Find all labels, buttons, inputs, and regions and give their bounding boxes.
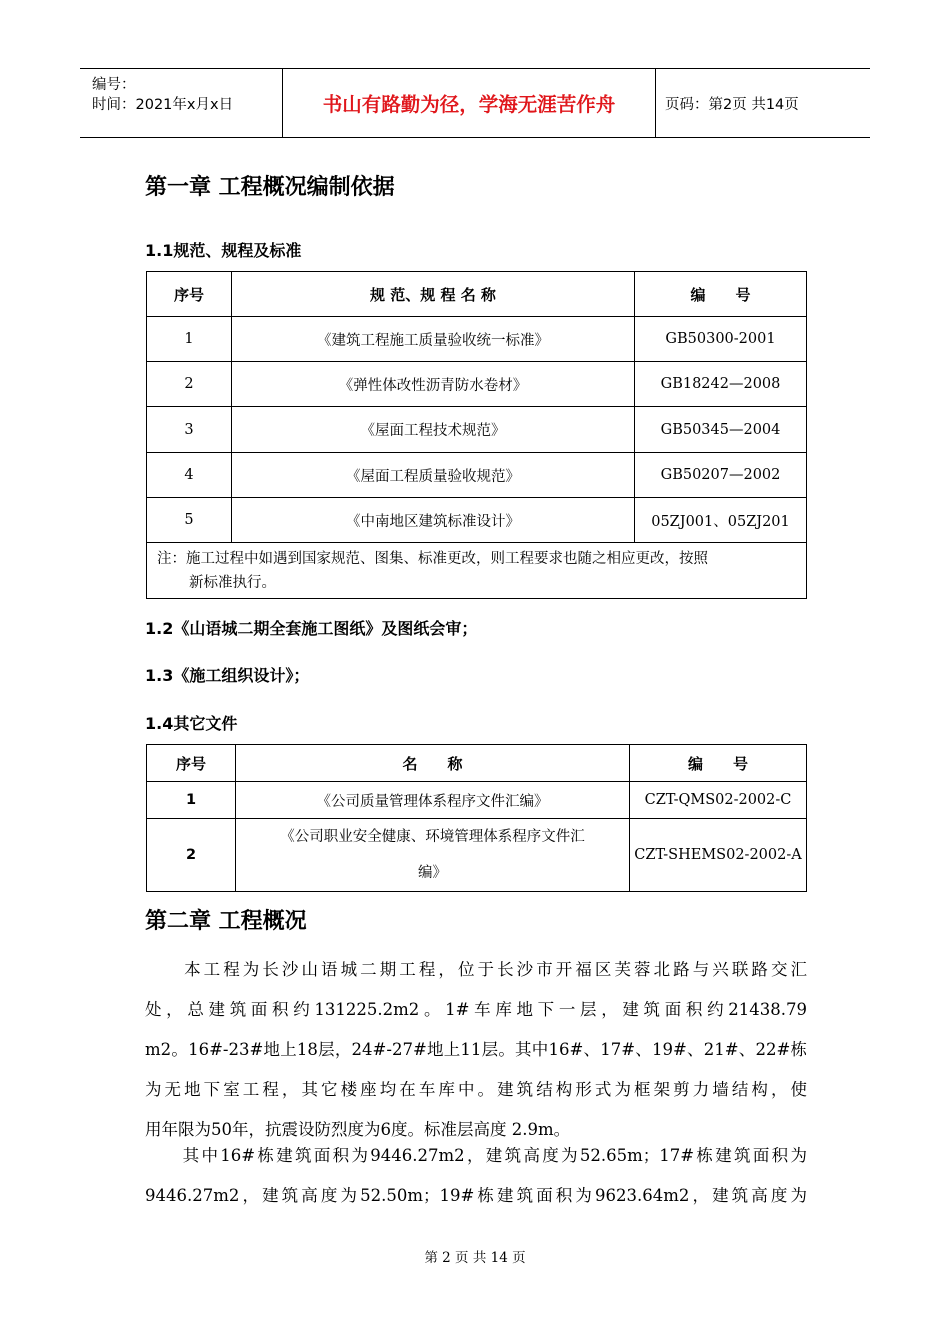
table-header-row bbox=[147, 272, 807, 317]
cell-code: GB18242—2008 bbox=[635, 362, 807, 407]
table-row bbox=[147, 498, 807, 543]
cell-name: 《中南地区建筑标准设计》 bbox=[232, 498, 635, 543]
paragraph-line: 处，总建筑面积约131225.2m2。1#车库地下一层，建筑面积约21438.79 bbox=[145, 1000, 807, 1019]
page-header bbox=[80, 68, 870, 138]
cell-name: 《公司质量管理体系程序文件汇编》 bbox=[236, 782, 630, 819]
header-meta bbox=[80, 69, 282, 137]
section-1-1-title: 1.1规范、规程及标准 bbox=[145, 241, 302, 260]
cell-index: 3 bbox=[147, 407, 232, 453]
col-header-code: 编 号 bbox=[635, 272, 807, 317]
cell-name bbox=[236, 819, 630, 892]
section-1-2-title: 1.2《山语城二期全套施工图纸》及图纸会审； bbox=[145, 619, 478, 638]
table-row bbox=[147, 453, 807, 498]
cell-code: GB50345—2004 bbox=[635, 407, 807, 453]
overview-paragraph-1 bbox=[145, 950, 807, 1150]
cell-code: 05ZJ001、05ZJ201 bbox=[635, 498, 807, 543]
section-1-4-title: 1.4其它文件 bbox=[145, 714, 238, 733]
standards-table bbox=[146, 271, 807, 599]
paragraph-line: m2。16#-23#地上18层，24#-27#地上11层。其中16#、17#、19#、21#、22#栋 bbox=[145, 1040, 807, 1059]
paragraph-line: 其中16#栋建筑面积为9446.27m2，建筑高度为52.65m；17#栋建筑面积为 bbox=[145, 1146, 807, 1165]
paragraph-line: 本工程为长沙山语城二期工程，位于长沙市开福区芙蓉北路与兴联路交汇 bbox=[145, 960, 807, 979]
table-note-row bbox=[147, 543, 807, 599]
paragraph-line: 用年限为50年，抗震设防烈度为6度。标准层高度 2.9m。 bbox=[145, 1120, 571, 1139]
doc-time-label: 时间：2021年x月x日 bbox=[92, 97, 234, 113]
table-row bbox=[147, 362, 807, 407]
col-header-index: 序号 bbox=[147, 272, 232, 317]
cell-index: 2 bbox=[147, 819, 236, 892]
paragraph-line: 9446.27m2，建筑高度为52.50m；19#栋建筑面积为9623.64m2，建筑高度为 bbox=[145, 1186, 807, 1205]
table-row bbox=[147, 782, 807, 819]
col-header-code: 编 号 bbox=[630, 745, 807, 782]
table-row bbox=[147, 819, 807, 892]
cell-name-line-2: 编》 bbox=[418, 865, 447, 881]
chapter1-title: 第一章 工程概况编制依据 bbox=[145, 175, 395, 200]
col-header-name: 名 称 bbox=[236, 745, 630, 782]
cell-index: 4 bbox=[147, 453, 232, 498]
cell-code: CZT-SHEMS02-2002-A bbox=[630, 819, 807, 892]
cell-name: 《屋面工程质量验收规范》 bbox=[232, 453, 635, 498]
cell-code: GB50300-2001 bbox=[635, 317, 807, 362]
section-1-3-title: 1.3《施工组织设计》； bbox=[145, 666, 310, 685]
header-page-info: 页码：第2页 共14页 bbox=[665, 96, 799, 113]
table-row bbox=[147, 317, 807, 362]
cell-index: 1 bbox=[147, 782, 236, 819]
other-documents-table bbox=[146, 744, 807, 892]
chapter2-title: 第二章 工程概况 bbox=[145, 909, 307, 934]
cell-index: 2 bbox=[147, 362, 232, 407]
cell-code: GB50207—2002 bbox=[635, 453, 807, 498]
page-footer: 第 2 页 共 14 页 bbox=[424, 1250, 526, 1266]
table-note bbox=[147, 543, 807, 599]
cell-name: 《屋面工程技术规范》 bbox=[232, 407, 635, 453]
overview-paragraph-2 bbox=[145, 1136, 807, 1216]
cell-name-line-1: 《公司职业安全健康、环境管理体系程序文件汇 bbox=[280, 829, 585, 845]
table-row bbox=[147, 407, 807, 453]
note-line-2: 新标准执行。 bbox=[189, 574, 276, 591]
header-motto: 书山有路勤为径，学海无涯苦作舟 bbox=[282, 69, 656, 137]
col-header-index: 序号 bbox=[147, 745, 236, 782]
cell-code: CZT-QMS02-2002-C bbox=[630, 782, 807, 819]
col-header-name: 规 范、规 程 名 称 bbox=[232, 272, 635, 317]
cell-name: 《弹性体改性沥青防水卷材》 bbox=[232, 362, 635, 407]
cell-name: 《建筑工程施工质量验收统一标准》 bbox=[232, 317, 635, 362]
doc-code-label: 编号： bbox=[92, 77, 136, 93]
paragraph-line: 为无地下室工程，其它楼座均在车库中。建筑结构形式为框架剪力墙结构，使 bbox=[145, 1080, 807, 1099]
table-header-row bbox=[147, 745, 807, 782]
note-line-1: 注：施工过程中如遇到国家规范、图集、标准更改，则工程要求也随之相应更改，按照 bbox=[157, 550, 708, 567]
cell-index: 5 bbox=[147, 498, 232, 543]
cell-index: 1 bbox=[147, 317, 232, 362]
